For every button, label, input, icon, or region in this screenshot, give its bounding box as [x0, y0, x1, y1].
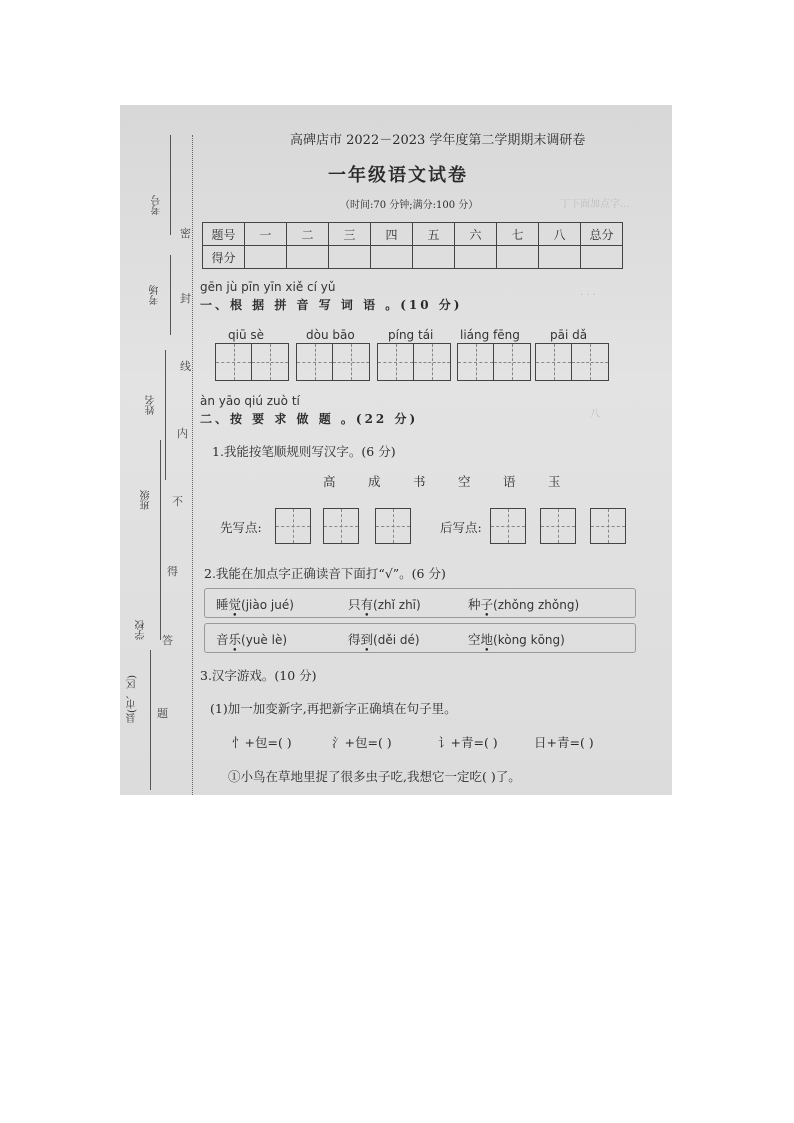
seal-char: 线 [180, 360, 191, 373]
q2-options[interactable]: (zhǐ zhī) [373, 598, 421, 612]
pinyin-word: qiū sè [228, 328, 265, 342]
q2-options[interactable]: (jiào jué) [241, 598, 294, 612]
seal-char: 题 [157, 707, 168, 720]
score-cell: 三 [329, 223, 371, 246]
exam-room-label: 考场 [150, 285, 161, 305]
score-input-cell[interactable] [581, 246, 623, 269]
county-label: 县(市、区) [127, 675, 138, 723]
score-cell: 四 [371, 223, 413, 246]
score-table [202, 222, 623, 269]
seal-char: 内 [177, 427, 188, 440]
q2-item [468, 630, 565, 648]
score-input-cell[interactable] [455, 246, 497, 269]
writing-grid[interactable] [377, 343, 451, 381]
class-label: 班级 [141, 490, 152, 510]
bleed-through-text: 八 [590, 409, 600, 420]
score-cell: 题号 [203, 223, 245, 246]
answer-box[interactable] [275, 508, 311, 544]
pinyin-word: dòu bāo [306, 328, 355, 342]
section1-pinyin: gēn jù pīn yīn xiě cí yǔ [200, 280, 336, 294]
bleed-through-text: · · · [580, 290, 596, 301]
score-cell: 八 [539, 223, 581, 246]
score-cell: 二 [287, 223, 329, 246]
section2-heading: 二、按 要 求 做 题 。(22 分) [200, 412, 419, 426]
writing-grid[interactable] [457, 343, 531, 381]
seal-char: 答 [162, 634, 173, 647]
stroke-char: 空 [458, 474, 471, 489]
q2-dotted-char: 觉 [228, 597, 242, 612]
q2-char: 种 [468, 597, 481, 612]
answer-box[interactable] [590, 508, 626, 544]
q2-options[interactable]: (zhǒng zhǒng) [493, 598, 580, 612]
score-input-cell[interactable] [245, 246, 287, 269]
answer-box[interactable] [540, 508, 576, 544]
q2-dotted-char: 到 [360, 632, 374, 647]
answer-box[interactable] [323, 508, 359, 544]
q2-options[interactable]: (děi dé) [373, 633, 420, 647]
q2-item [216, 630, 287, 648]
score-table-header-row [203, 223, 623, 246]
q2-char: 空 [468, 632, 481, 647]
score-input-cell[interactable] [539, 246, 581, 269]
exam-subtitle: 高碑店市 2022－2023 学年度第二学期期末调研卷 [290, 133, 586, 148]
stroke-char: 语 [503, 474, 516, 489]
margin-line [150, 650, 151, 790]
later-dot-label: 后写点: [440, 520, 482, 535]
score-cell: 得分 [203, 246, 245, 269]
q2-item [348, 630, 420, 648]
score-input-cell[interactable] [497, 246, 539, 269]
pinyin-word: pāi dǎ [550, 328, 588, 342]
q2-char: 音 [216, 632, 229, 647]
seal-char: 不 [172, 495, 183, 508]
stroke-char: 成 [368, 474, 381, 489]
answer-box[interactable] [490, 508, 526, 544]
section2-pinyin: àn yāo qiú zuò tí [200, 394, 300, 408]
stroke-char: 高 [323, 474, 336, 489]
seal-dotted-line [192, 135, 193, 795]
score-input-cell[interactable] [371, 246, 413, 269]
score-cell: 一 [245, 223, 287, 246]
writing-grid[interactable] [215, 343, 289, 381]
character-equation[interactable]: 忄+包=( ) [232, 735, 292, 750]
score-input-cell[interactable] [329, 246, 371, 269]
school-label: 学校 [136, 620, 147, 640]
q2-options[interactable]: (yuè lè) [241, 633, 288, 647]
answer-box[interactable] [375, 508, 411, 544]
score-input-cell[interactable] [287, 246, 329, 269]
q2-char: 只 [348, 597, 361, 612]
bleed-through-text: 丁下面加点字... [560, 199, 630, 210]
score-table-score-row [203, 246, 623, 269]
score-cell: 六 [455, 223, 497, 246]
q2-item [216, 595, 294, 613]
pinyin-word: píng tái [388, 328, 434, 342]
score-input-cell[interactable] [413, 246, 455, 269]
writing-grid[interactable] [296, 343, 370, 381]
score-cell: 七 [497, 223, 539, 246]
exam-meta: （时间:70 分钟;满分:100 分） [340, 200, 479, 211]
margin-line [170, 255, 171, 335]
q2-options[interactable]: (kòng kōng) [493, 633, 565, 647]
margin-line [170, 135, 171, 235]
q2-dotted-char: 乐 [228, 632, 242, 647]
q2-dotted-char: 地 [480, 632, 494, 647]
name-label: 姓名 [146, 395, 157, 415]
q2-dotted-char: 有 [360, 597, 374, 612]
first-dot-label: 先写点: [220, 520, 262, 535]
q3-subprompt: (1)加一加变新字,再把新字正确填在句子里。 [210, 701, 457, 716]
stroke-char: 玉 [548, 474, 561, 489]
q1-prompt: 1.我能按笔顺规则写汉字。(6 分) [212, 444, 396, 459]
writing-grid[interactable] [535, 343, 609, 381]
seal-char: 得 [167, 565, 178, 578]
scanned-exam-photo [120, 105, 672, 795]
pinyin-word: liáng fēng [460, 328, 520, 342]
character-equation[interactable]: 讠+青=( ) [438, 735, 498, 750]
score-cell: 总分 [581, 223, 623, 246]
seal-char: 封 [180, 292, 191, 305]
q2-item [348, 595, 421, 613]
exam-title: 一年级语文试卷 [328, 165, 468, 186]
fill-sentence: ①小鸟在草地里捉了很多虫子吃,我想它一定吃( )了。 [228, 769, 521, 784]
score-cell: 五 [413, 223, 455, 246]
q2-prompt: 2.我能在加点字正确读音下面打“√”。(6 分) [204, 566, 446, 581]
seal-char: 密 [180, 227, 191, 240]
stroke-char: 书 [413, 474, 426, 489]
q2-char: 睡 [216, 597, 229, 612]
q2-char: 得 [348, 632, 361, 647]
character-equation[interactable]: 氵+包=( ) [332, 735, 392, 750]
margin-line [160, 440, 161, 640]
section1-heading: 一、根 据 拼 音 写 词 语 。(10 分) [200, 298, 463, 312]
q3-prompt: 3.汉字游戏。(10 分) [200, 668, 317, 683]
character-equation[interactable]: 日+青=( ) [534, 735, 594, 750]
q2-item [468, 595, 579, 613]
q2-dotted-char: 子 [480, 597, 494, 612]
exam-number-label: 考号 [152, 195, 163, 215]
margin-line [165, 350, 166, 480]
